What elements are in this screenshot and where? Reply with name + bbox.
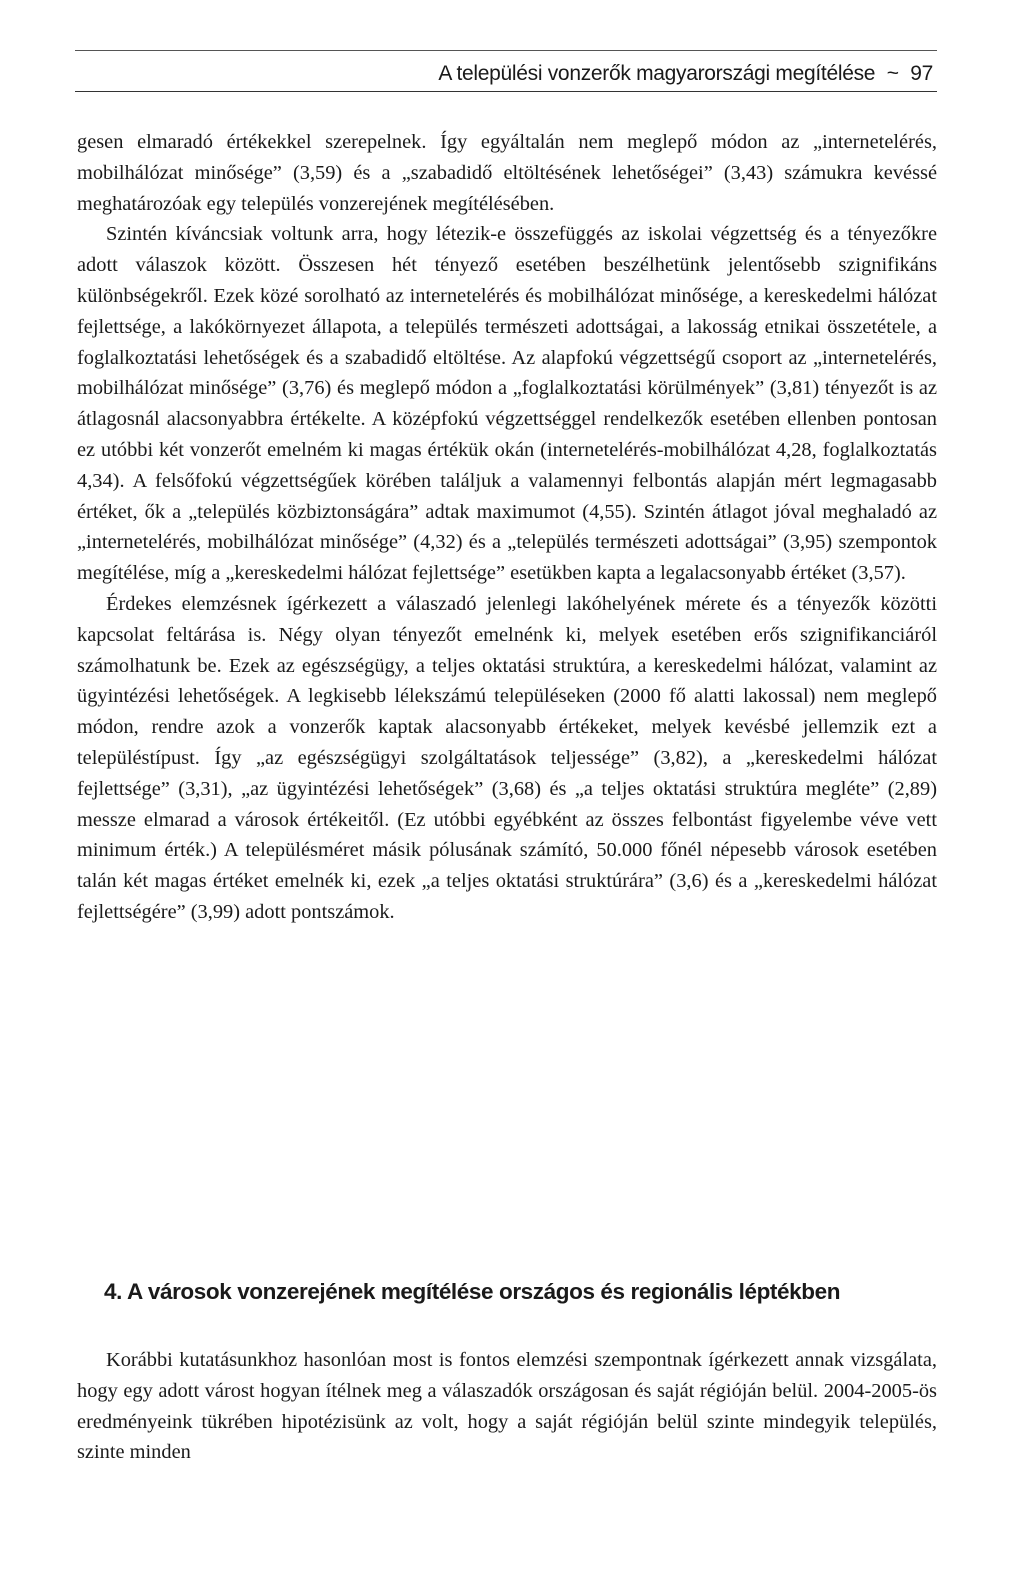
page-number: 97: [910, 62, 933, 85]
section-heading: 4. A városok vonzerejének megítélése országos és regionális léptékben: [104, 1279, 841, 1304]
header-separator: ~: [886, 62, 899, 85]
paragraph-3: Érdekes elemzésnek ígérkezett a válaszadó jelenlegi lakóhelyének mérete és a tényezők közötti kapcsolat feltárása is. Négy olyan tényezőt emelnénk ki, melyek esetében erős szignifikanciáról számolhatunk be. Ezek az egészségügy, a teljes oktatási struktúra, a kereskedelmi hálózat, valamint az ügyintézési lehetőségek. A legkisebb lélekszámú településeken (2000 fő alatti lakossal) nem meglepő módon, rendre azok a vonzerők kaptak alacsonyabb értékeket, melyek kevésbé jellemzik ezt a településtípust. Így „az egészségügyi szolgáltatások teljessége” (3,82), a „kereskedelmi hálózat fejlettsége” (3,31), „az ügyintézési lehetőségek” (3,68) és „a teljes oktatási struktúra megléte” (2,89) messze elmarad a városok értékeitől. (Ez utóbbi egyébként az összes felbontást figyelembe véve vett minimum érték.) A településméret másik pólusának számító, 50.000 főnél népesebb városok esetében talán két magas értéket emelnék ki, ezek „a teljes oktatási struktúrára” (3,6) és a „kereskedelmi hálózat fejlettségére” (3,99) adott pontszámok.: [77, 592, 937, 923]
header-rule-bottom: [75, 91, 937, 92]
header-text: [438, 62, 933, 86]
running-title: A települési vonzerők magyarországi megítélése: [438, 62, 876, 85]
body-text: [77, 127, 937, 928]
paragraph-2: Szintén kíváncsiak voltunk arra, hogy létezik-e összefüggés az iskolai végzettség és a tényezőkre adott válaszok között. Összesen hét tényező esetében beszélhetünk jelentősebb szignifikáns különbségekről. Ezek közé sorolható az internetelérés és mobilhálózat minősége, a kereskedelmi hálózat fejlettsége, a lakókörnyezet állapota, a település természeti adottságai, a lakosság etnikai összetétele, a foglalkoztatási lehetőségek és a szabadidő eltöltése. Az alapfokú végzettségű csoport az „internetelérés, mobilhálózat minősége” (3,76) és meglepő módon a „foglalkoztatási körülmények” (3,81) tényezőt is az átlagosnál alacsonyabbra értékelte. A középfokú végzettséggel rendelkezők esetében ellenben pontosan ez utóbbi két vonzerőt emelném ki magas értékük okán (internetelérés-mobilhálózat 4,28, foglalkoztatás 4,34). A felsőfokú végzettségűek körében találjuk a valamennyi felbontás alapján mért legmagasabb értéket, ők a „település közbiztonságára” adtak maximumot (4,55). Szintén átlagot jóval meghaladó az „internetelérés, mobilhálózat minősége” (4,32) és a „település természeti adottságai” (3,95) szempontok megítélése, míg a „kereskedelmi hálózat fejlettsége” esetükben kapta a legalacsonyabb értéket (3,57).: [77, 223, 937, 585]
section-body: [77, 1345, 937, 1468]
section-paragraph: Korábbi kutatásunkhoz hasonlóan most is fontos elemzési szempontnak ígérkezett annak vizsgálata, hogy egy adott várost hogyan ítélnek meg a válaszadók országosan és saját régióján belül. 2004-2005-ös eredményeink tükrében hipotézisünk az volt, hogy a saját régióján belül szinte mindegyik település, szinte minden: [77, 1349, 937, 1464]
paragraph-1: gesen elmaradó értékekkel szerepelnek. Így egyáltalán nem meglepő módon az „internetelérés, mobilhálózat minősége” (3,59) és a „szabadidő eltöltésének lehetőségei” (3,43) számukra kevéssé meghatározóak egy település vonzerejének megítélésében.: [77, 131, 937, 215]
header-rule-top: [75, 50, 937, 51]
running-header: [75, 50, 937, 96]
